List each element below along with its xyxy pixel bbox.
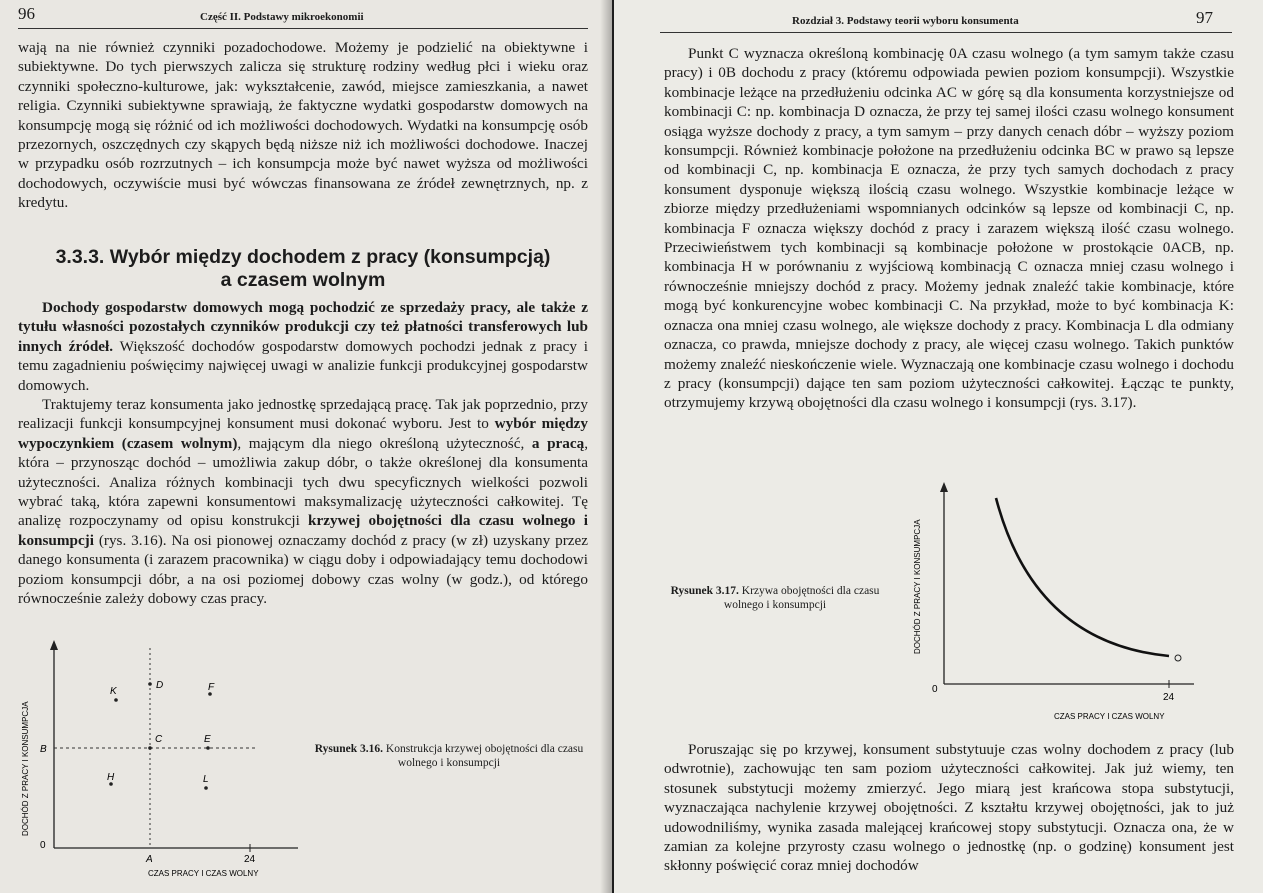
paragraph: wają na nie również czynniki pozadochodowe. Możemy je podzielić na obiektywne i subiektywne. Do tych pierwszych zalicza się strukturę rodziny według płci i wieku oraz czynniki społeczno-kulturowe, jak: wykształcenie, zawód, miejsce zamieszkania, a nawet religia. Czynniki subiektywne sprawiają, że faktyczne wydatki gospodarstw domowych na konsumpcję mogą się różnić od ich możliwości dochodowych. Wydatki na konsumpcję osób przezornych, oszczędnych czy skąpych będą niższe niż ich możliwości dochodowe. Inaczej w przypadku osób rozrzutnych – ich konsumpcja może być nawet wyższa od możliwości dochodowych, oczywiście musi być wówczas finansowana ze źródeł zewnętrznych, np. z kredytu.: [18, 39, 588, 212]
figure-3-17: [904, 478, 1234, 728]
curve-end-marker: [1175, 655, 1181, 661]
header-rule: [18, 28, 588, 29]
y-axis-arrow: [50, 640, 58, 650]
b-label: B: [40, 744, 47, 755]
paragraph: Poruszając się po krzywej, konsument substytuuje czas wolny dochodem z pracy (lub odwrotnie), zachowując ten sam poziom użyteczności całkowitej. Jak już wiemy, ten stosunek substytucji możemy zmierzyć. Jego miarą jest krańcowa stopa substytucji, wyznaczająca nachylenie krzywej obojętności. Z kształtu krzywej obojętności, jak to już udowodniliśmy, wynika zasada malejącej krańcowej stopy substytucji. Oznacza ona, że w zamian za kolejne przyrosty czasu wolnego o jednostkę (np. o godzinę) konsument jest skłonny poświęcić coraz mniej dochodów: [664, 741, 1234, 875]
origin-label: 0: [40, 840, 46, 851]
point-d: [148, 682, 152, 686]
y-axis-label: DOCHÓD Z PRACY I KONSUMPCJA: [913, 519, 922, 654]
indifference-curve: [996, 498, 1169, 656]
x-axis-label: CZAS PRACY I CZAS WOLNY: [148, 869, 259, 878]
point-l-label: L: [203, 774, 209, 785]
x-axis-label: CZAS PRACY I CZAS WOLNY: [1054, 712, 1165, 721]
point-k-label: K: [110, 686, 117, 697]
right-page: [614, 0, 1263, 893]
figure-caption: Rysunek 3.16. Konstrukcja krzywej obojętności dla czasu wolnego i konsumpcji: [314, 743, 584, 769]
x-tick-label: 24: [244, 854, 256, 865]
origin-label: 0: [932, 684, 938, 695]
point-l: [204, 786, 208, 790]
left-page: [0, 0, 612, 893]
figure-3-16: [18, 636, 318, 886]
section-heading: 3.3.3. Wybór między dochodem z pracy (konsumpcją) a czasem wolnym: [55, 246, 551, 291]
running-head: Rozdział 3. Podstawy teorii wyboru konsumenta: [792, 15, 1019, 27]
figure-caption: Rysunek 3.17. Krzywa obojętności dla czasu wolnego i konsumpcji: [670, 585, 880, 611]
y-axis-label: DOCHÓD Z PRACY I KONSUMPCJA: [21, 701, 30, 836]
point-e: [206, 746, 210, 750]
point-k: [114, 698, 118, 702]
point-c: [148, 746, 152, 750]
point-h-label: H: [107, 772, 115, 783]
header-rule: [660, 32, 1232, 33]
page-number: 96: [18, 4, 35, 23]
a-label: A: [146, 854, 153, 865]
paragraph: Dochody gospodarstw domowych mogą pochodzić ze sprzedaży pracy, ale także z tytułu własności pozostałych czynników produkcji czy też płatności transferowych lub innych źródeł. Większość dochodów gospodarstw domowych pochodzi jednak z pracy i temu zagadnieniu poświęcimy najwięcej uwagi w analizie funkcji produkcyjnej gospodarstw domowych. Traktujemy teraz konsumenta jako jednostkę sprzedającą pracę. Tak jak poprzednio, przy realizacji funkcji konsumpcyjnej konsument musi dokonać wyboru. Jest to wybór między wypoczynkiem (czasem wolnym), mającym dla niego określoną użyteczność, a pracą, która – przynosząc dochód – umożliwia zakup dóbr, o także określonej dla konsumenta użyteczności. Analiza różnych kombinacji tych dwu specyficznych wielkości pozwoli wybrać taką, która zapewni konsumentowi maksymalizację użyteczności całkowitej. Tę analizę rozpoczynamy od opisu konstrukcji krzywej obojętności dla czasu wolnego i konsumpcji (rys. 3.16). Na osi pionowej oznaczamy dochód z pracy (w zł) uzyskany przez danego konsumenta (i zarazem pracownika) w ciągu doby i odpowiadający temu dochodowi poziom konsumpcji dóbr, a na osi poziomej dobowy czas wolny (w godz.), od którego równocześnie zależy dobowy czas pracy.: [18, 299, 588, 608]
point-f-label: F: [208, 682, 215, 693]
y-axis-arrow: [940, 482, 948, 492]
paragraph: Punkt C wyznacza określoną kombinację 0A czasu wolnego (a tym samym także czasu pracy) i 0B dochodu z pracy (któremu odpowiada pewien poziom konsumpcji). Wszystkie kombinacje leżące na przedłużeniu odcinka AC w górę są dla konsumenta korzystniejsze od kombinacji C: np. kombinacja D oznacza, że przy tej samej ilości czasu wolnego konsument osiąga wyższe dochody z pracy, a tym samym – przy danych cenach dóbr – wyższy poziom konsumpcji. Również kombinacje położone na przedłużeniu odcinka BC w prawo są lepsze od kombinacji C, np. kombinacja E oznacza, że przy tych samych dochodach z pracy konsument dysponuje większą ilością czasu wolnego. Wszystkie kombinacje leżące w zbiorze między przedłużeniami wspomnianych odcinków są lepsze od kombinacji C, np. kombinacja F oznacza większy dochód z pracy i zarazem większą ilość czasu wolnego. Przeciwieństwem tych kombinacji są kombinacje położone w prostokącie 0ACB, np. kombinacja H w porównaniu z wyjściową kombinacją C oznacza mniej czasu wolnego i równocześnie mniejszy dochód z pracy. Możemy jednak znaleźć takie kombinacje, które mogą być konkurencyjne wobec kombinacji C. Na przykład, może to być kombinacja K: oznacza ona mniej czasu wolnego, ale większe dochody z pracy. Kombinacja L dla odmiany oznacza, co prawda, mniejsze dochody z pracy, ale więcej czasu wolnego. Takich punktów możemy znaleźć nieskończenie wiele. Wyznaczają one kombinacje czasu wolnego i dochodu z pracy (konsumpcji) dające ten sam poziom użyteczności całkowitej. Łącząc te punkty, otrzymujemy krzywą obojętności dla czasu wolnego i konsumpcji (rys. 3.17).: [664, 45, 1234, 412]
point-e-label: E: [204, 734, 211, 745]
running-head: Część II. Podstawy mikroekonomii: [200, 11, 364, 23]
point-d-label: D: [156, 680, 164, 691]
x-tick-label: 24: [1163, 692, 1175, 703]
point-c-label: C: [155, 734, 163, 745]
page-number: 97: [1196, 8, 1213, 27]
